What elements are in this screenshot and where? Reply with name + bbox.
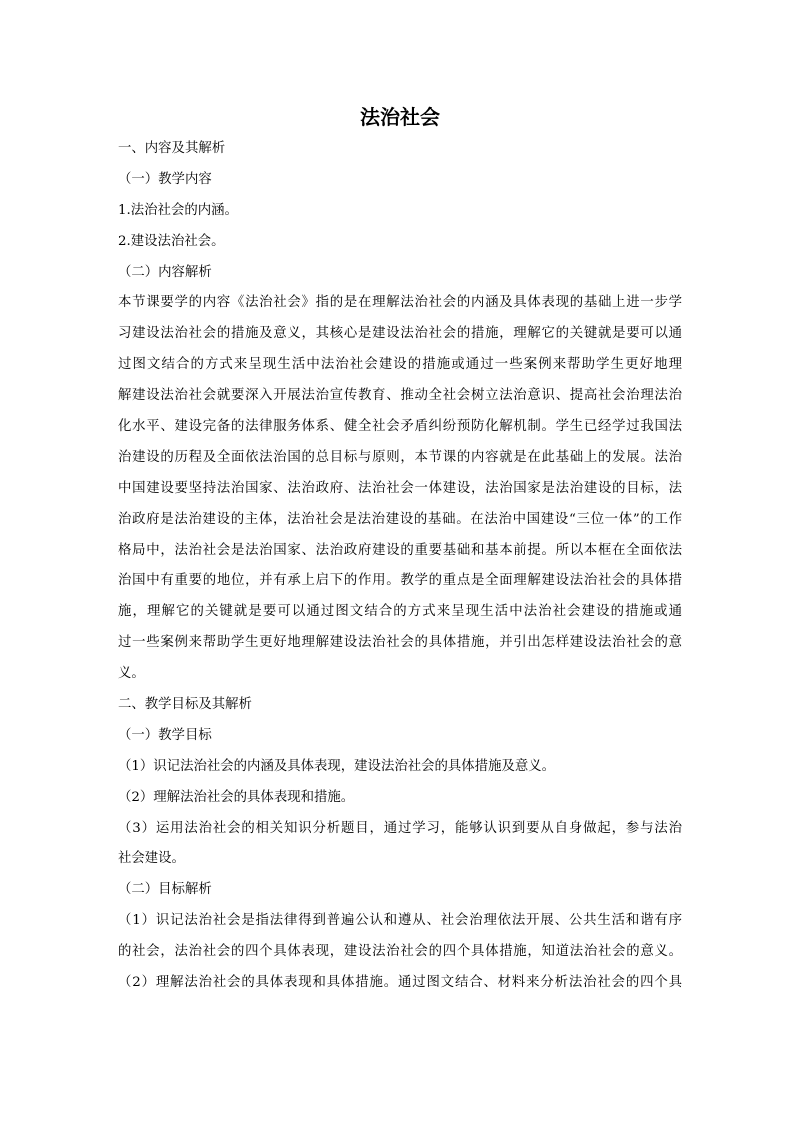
subsection-heading: （二）内容解析 xyxy=(118,264,212,280)
list-item: 1.法治社会的内涵。 xyxy=(118,202,238,218)
list-item: 2.建设法治社会。 xyxy=(118,233,225,249)
paragraph-line: 义。 xyxy=(118,666,145,682)
paragraph-line: 解建设法治社会就要深入开展法治宣传教育、推动全社会树立法治意识、提高社会治理法治 xyxy=(118,388,682,404)
paragraph-line: 治国中有重要的地位，并有承上启下的作用。教学的重点是全面理解建设法治社会的具体措 xyxy=(118,573,682,589)
subsection-heading: （一）教学目标 xyxy=(118,727,212,743)
list-item-continuation: 的社会，法治社会的四个具体表现，建设法治社会的四个具体措施，知道法治社会的意义。 xyxy=(118,944,682,960)
section-heading: 一、内容及其解析 xyxy=(118,141,226,156)
list-item: （1）识记法治社会的内涵及具体表现，建设法治社会的具体措施及意义。 xyxy=(118,758,556,774)
paragraph-line: 中国建设要坚持法治国家、法治政府、法治社会一体建设，法治国家是法治建设的目标，法 xyxy=(118,480,682,496)
paragraph-line: 治政府是法治建设的主体，法治社会是法治建设的基础。在法治中国建设“三位一体”的工作 xyxy=(118,511,682,527)
paragraph-line: 过一些案例来帮助学生更好地理解建设法治社会的具体措施，并引出怎样建设法治社会的意 xyxy=(118,635,682,651)
paragraph-line: 格局中，法治社会是法治国家、法治政府建设的重要基础和基本前提。所以本框在全面依法 xyxy=(118,542,682,558)
list-item: （1）识记法治社会是指法律得到普遍公认和遵从、社会治理依法开展、公共生活和谐有序 xyxy=(118,913,682,929)
document-page xyxy=(118,100,682,999)
document-title: 法治社会 xyxy=(360,105,440,129)
paragraph-line: 过图文结合的方式来呈现生活中法治社会建设的措施或通过一些案例来帮助学生更好地理 xyxy=(118,357,682,373)
list-item: （3）运用法治社会的相关知识分析题目，通过学习，能够认识到要从自身做起，参与法治 xyxy=(118,820,682,836)
paragraph-line: 治建设的历程及全面依法治国的总目标与原则，本节课的内容就是在此基础上的发展。法治 xyxy=(118,449,682,465)
list-item: （2）理解法治社会的具体表现和措施。 xyxy=(118,789,355,805)
paragraph-line: 化水平、建设完备的法律服务体系、健全社会矛盾纠纷预防化解机制。学生已经学过我国法 xyxy=(118,419,682,435)
list-item: （2）理解法治社会的具体表现和具体措施。通过图文结合、材料来分析法治社会的四个具 xyxy=(118,975,682,991)
paragraph-line: 施，理解它的关键就是要可以通过图文结合的方式来呈现生活中法治社会建设的措施或通 xyxy=(118,604,682,620)
subsection-heading: （二）目标解析 xyxy=(118,882,212,898)
paragraph-line: 本节课要学的内容《法治社会》指的是在理解法治社会的内涵及具体表现的基础上进一步学 xyxy=(118,295,682,311)
list-item-continuation: 社会建设。 xyxy=(118,851,185,867)
section-heading: 二、教学目标及其解析 xyxy=(118,697,252,713)
subsection-heading: （一）教学内容 xyxy=(118,171,212,187)
paragraph-line: 习建设法治社会的措施及意义，其核心是建设法治社会的措施，理解它的关键就是要可以通 xyxy=(118,326,682,342)
